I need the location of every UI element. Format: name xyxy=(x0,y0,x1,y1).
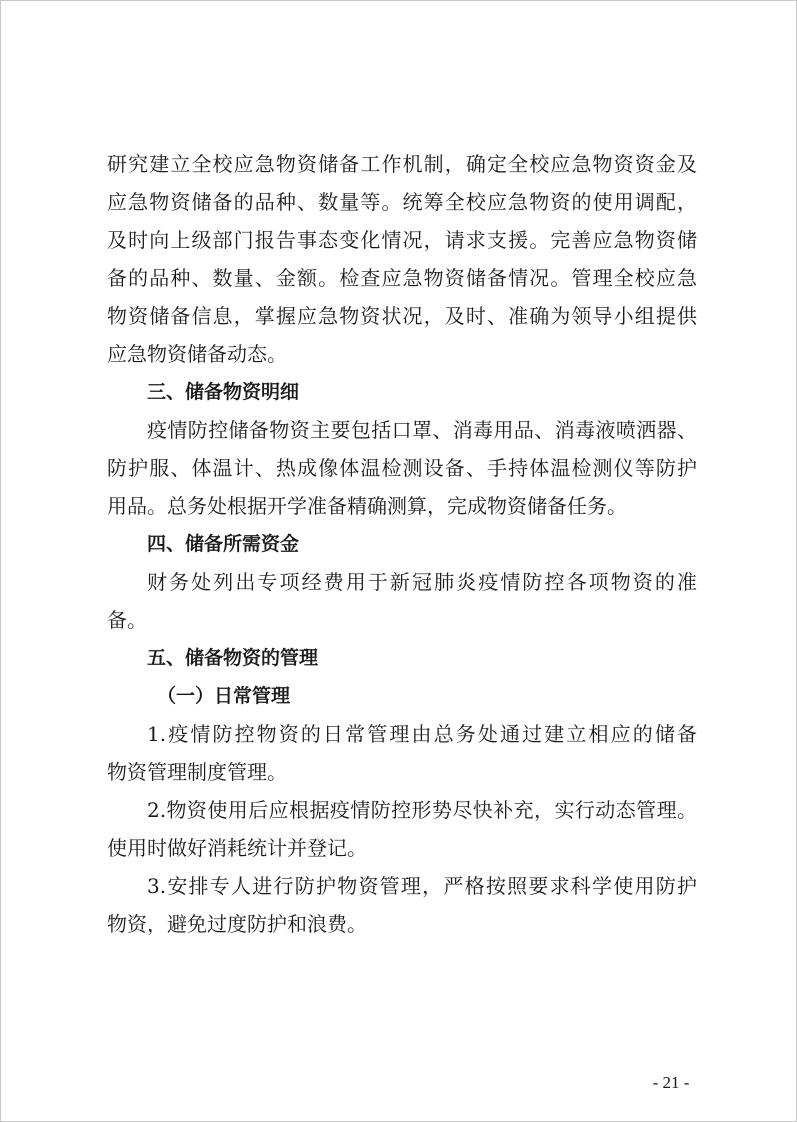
paragraph-line: 应急物资储备动态。 xyxy=(107,342,287,366)
paragraph-line: 研究建立全校应急物资储备工作机制，确定全校应急物资资金及 xyxy=(107,152,697,176)
paragraph-line: 3.安排专人进行防护物资管理，严格按照要求科学使用防护 xyxy=(147,874,697,898)
paragraph-line: 备的品种、数量、金额。检查应急物资储备情况。管理全校应急 xyxy=(107,266,697,290)
paragraph-line: 物资管理制度管理。 xyxy=(107,760,287,784)
paragraph-line: 物资储备信息，掌握应急物资状况，及时、准确为领导小组提供 xyxy=(107,304,697,328)
paragraph-line: 及时向上级部门报告事态变化情况，请求支援。完善应急物资储 xyxy=(107,228,697,252)
paragraph-line: 备。 xyxy=(107,608,147,632)
section-heading: 三、储备物资明细 xyxy=(147,381,300,403)
paragraph-line: 使用时做好消耗统计并登记。 xyxy=(107,836,367,860)
paragraph-line: 用品。总务处根据开学准备精确测算，完成物资储备任务。 xyxy=(107,494,627,518)
paragraph-line: 物资，避免过度防护和浪费。 xyxy=(107,912,367,936)
section-heading: 五、储备物资的管理 xyxy=(147,647,319,669)
page-number: - 21 - xyxy=(652,1073,690,1092)
section-heading: 四、储备所需资金 xyxy=(147,533,300,555)
paragraph-line: 财务处列出专项经费用于新冠肺炎疫情防控各项物资的准 xyxy=(147,570,697,594)
subsection-heading: （一）日常管理 xyxy=(157,685,291,707)
paragraph-line: 应急物资储备的品种、数量等。统筹全校应急物资的使用调配， xyxy=(107,190,697,214)
paragraph-line: 防护服、体温计、热成像体温检测设备、手持体温检测仪等防护 xyxy=(107,456,697,480)
paragraph-line: 2.物资使用后应根据疫情防控形势尽快补充，实行动态管理。 xyxy=(147,798,697,822)
paragraph-line: 1.疫情防控物资的日常管理由总务处通过建立相应的储备 xyxy=(147,722,697,746)
paragraph-line: 疫情防控储备物资主要包括口罩、消毒用品、消毒液喷洒器、 xyxy=(147,418,697,442)
document-body xyxy=(107,145,697,943)
